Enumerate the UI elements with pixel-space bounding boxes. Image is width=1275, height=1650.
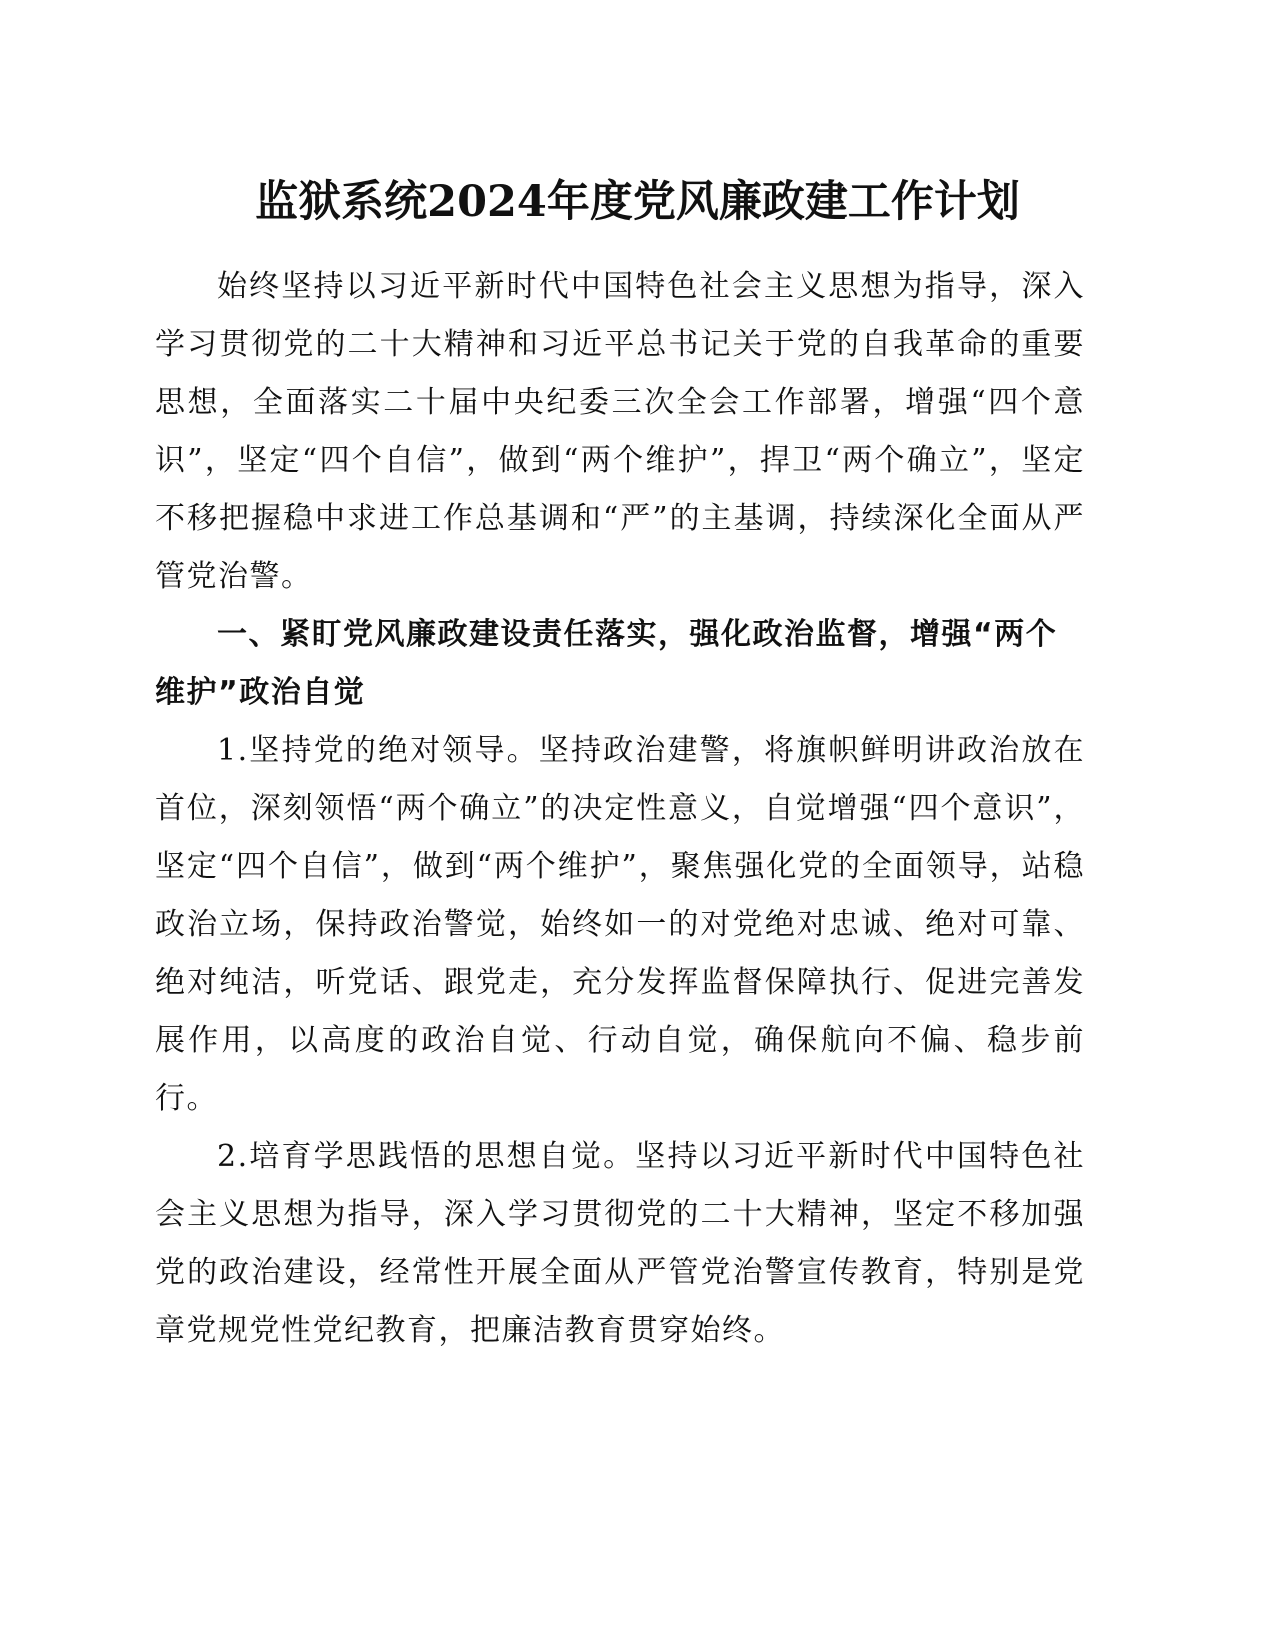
intro-paragraph: 始终坚持以习近平新时代中国特色社会主义思想为指导，深入学习贯彻党的二十大精神和习近平总书记关于党的自我革命的重要思想，全面落实二十届中央纪委三次全会工作部署，增强“四个意识”，坚定“四个自信”，做到“两个维护”，捍卫“两个确立”，坚定不移把握稳中求进工作总基调和“严”的主基调，持续深化全面从严管党治警。: [155, 269, 1085, 594]
item-paragraph-1: 1.坚持党的绝对领导。坚持政治建警，将旗帜鲜明讲政治放在首位，深刻领悟“两个确立”的决定性意义，自觉增强“四个意识”，坚定“四个自信”，做到“两个维护”，聚焦强化党的全面领导，站稳政治立场，保持政治警觉，始终如一的对党绝对忠诚、绝对可靠、绝对纯洁，听党话、跟党走，充分发挥监督保障执行、促进完善发展作用，以高度的政治自觉、行动自觉，确保航向不偏、稳步前行。: [155, 733, 1085, 1116]
section-heading-1: 一、紧盯党风廉政建设责任落实，强化政治监督，增强“两个维护”政治自觉: [155, 617, 1058, 710]
document-title: 监狱系统2024年度党风廉政建工作计划: [255, 177, 1020, 227]
document-body: [155, 258, 1085, 1360]
item-paragraph-2: 2.培育学思践悟的思想自觉。坚持以习近平新时代中国特色社会主义思想为指导，深入学习贯彻党的二十大精神，坚定不移加强党的政治建设，经常性开展全面从严管党治警宣传教育，特别是党章党规党性党纪教育，把廉洁教育贯穿始终。: [155, 1139, 1085, 1348]
